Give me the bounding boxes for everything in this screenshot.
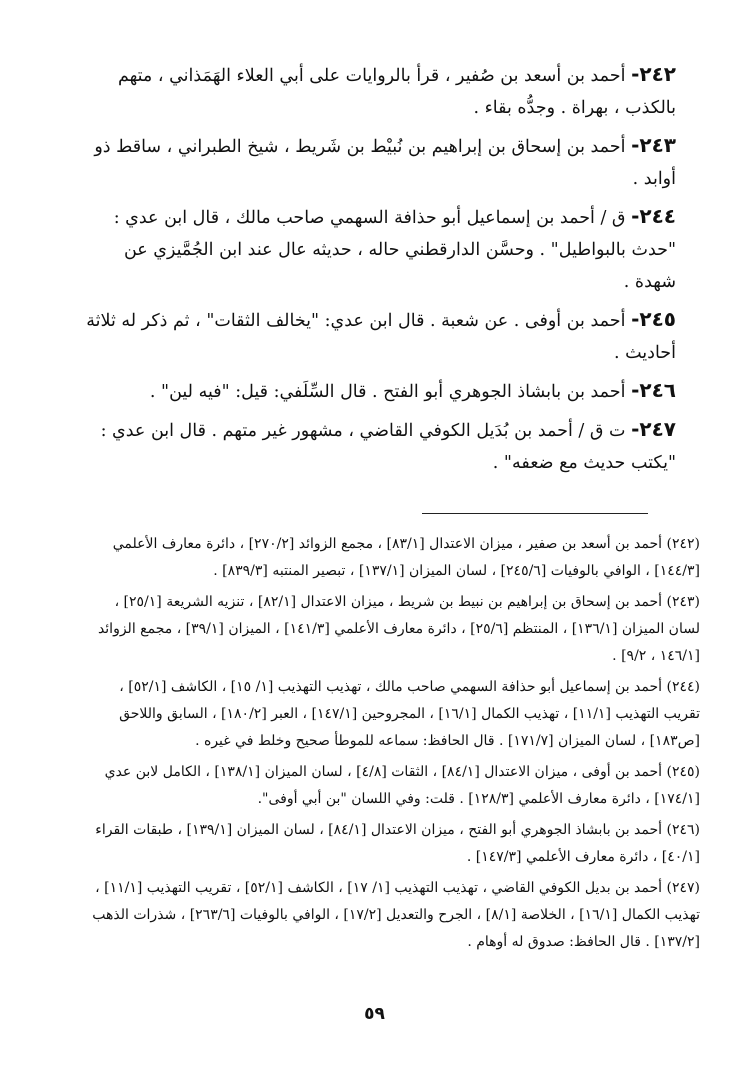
entry-number: ٢٤٦- bbox=[631, 378, 676, 402]
entry-245 bbox=[86, 303, 676, 369]
footnote-number: (٢٤٤) bbox=[666, 679, 700, 695]
footnote-text: أحمد بن إسماعيل أبو حذافة السهمي صاحب مالك ، تهذيب التهذيب [١/ ١٥] ، الكاشف [٥٢/١] ، تقريب التهذيب [١١/١] ، تهذيب الكمال [١٦/١] ، المجروحين [١٤٧/١] ، العبر [١٨٠/٢] ، السابق واللاحق [ص١٨٣] ، لسان الميزان [١٧١/٧] . قال الحافظ: سماعه للموطأ صحيح وخلط في غيره . bbox=[119, 679, 700, 749]
page-number: ٥٩ bbox=[364, 1004, 385, 1024]
entry-number: ٢٤٧- bbox=[631, 417, 676, 441]
footnote-text: أحمد بن بديل الكوفي القاضي ، تهذيب التهذيب [١/ ١٧] ، الكاشف [٥٢/١] ، تقريب التهذيب [١١/١] ، تهذيب الكمال [١٦/١] ، الخلاصة [٨/١] ، الجرح والتعديل [١٧/٢] ، الوافي بالوفيات [٢٦٣/٦] ، شذرات الذهب [١٣٧/٢] . قال الحافظ: صدوق له أوهام . bbox=[92, 880, 700, 950]
entry-text: أحمد بن أوفى . عن شعبة . قال ابن عدي: "يخالف الثقات" ، ثم ذكر له ثلاثة أحاديث . bbox=[86, 311, 676, 363]
footnote-number: (٢٤٦) bbox=[666, 822, 700, 838]
footnote-number: (٢٤٥) bbox=[666, 764, 700, 780]
entry-text: ت ق / أحمد بن بُدَيل الكوفي القاضي ، مشهور غير متهم . قال ابن عدي : "يكتب حديث مع ضعفه" . bbox=[100, 421, 676, 473]
entry-247 bbox=[86, 413, 676, 479]
footnote-text: أحمد بن بابشاذ الجوهري أبو الفتح ، ميزان الاعتدال [٨٤/١] ، لسان الميزان [١٣٩/١] ، طبقات القراء [٤٠/١] ، دائرة معارف الأعلمي [١٤٧/٣] . bbox=[95, 822, 700, 865]
entry-244 bbox=[86, 200, 676, 298]
entry-243 bbox=[86, 129, 676, 195]
footnote-separator bbox=[422, 513, 648, 514]
entry-number: ٢٤٢- bbox=[631, 62, 676, 86]
footnotes bbox=[86, 531, 700, 960]
entry-number: ٢٤٥- bbox=[631, 307, 676, 331]
footnote-number: (٢٤٧) bbox=[666, 880, 700, 896]
entry-number: ٢٤٤- bbox=[631, 204, 676, 228]
footnote-247 bbox=[86, 875, 700, 956]
footnote-number: (٢٤٢) bbox=[666, 536, 700, 552]
entry-number: ٢٤٣- bbox=[631, 133, 676, 157]
entry-text: أحمد بن أسعد بن صُفير ، قرأ بالروايات على أبي العلاء الهَمَذاني ، متهم بالكذب ، بهراة . وجدُّه بقاء . bbox=[117, 66, 676, 118]
footnote-244 bbox=[86, 674, 700, 755]
footnote-number: (٢٤٣) bbox=[666, 594, 700, 610]
entry-text: أحمد بن إسحاق بن إبراهيم بن نُبيْط بن شَريط ، شيخ الطبراني ، ساقط ذو أوابد . bbox=[94, 137, 676, 189]
footnote-text: أحمد بن إسحاق بن إبراهيم بن نبيط بن شريط ، ميزان الاعتدال [٨٢/١] ، تنزيه الشريعة [٢٥/١] ، لسان الميزان [١٣٦/١] ، المنتظم [٢٥/٦] ، دائرة معارف الأعلمي [١٤١/٣] ، الميزان [٣٩/١] ، مجمع الزوائد [١٤٦/١ ، ٩/٢] . bbox=[97, 594, 700, 664]
footnote-text: أحمد بن أسعد بن صفير ، ميزان الاعتدال [٨٣/١] ، مجمع الزوائد [٢٧٠/٢] ، دائرة معارف الأعلمي [١٤٤/٣] ، الوافي بالوفيات [٢٤٥/٦] ، لسان الميزان [١٣٧/١] ، تبصير المنتبه [٨٣٩/٣] . bbox=[112, 536, 700, 579]
footnote-245 bbox=[86, 759, 700, 813]
footnote-243 bbox=[86, 589, 700, 670]
entry-246 bbox=[86, 374, 676, 408]
footnote-246 bbox=[86, 817, 700, 871]
entry-text: أحمد بن بابشاذ الجوهري أبو الفتح . قال السِّلَفي: قيل: "فيه لين" . bbox=[149, 382, 626, 402]
main-text bbox=[86, 58, 676, 479]
footnote-text: أحمد بن أوفى ، ميزان الاعتدال [٨٤/١] ، الثقات [٤/٨] ، لسان الميزان [١٣٨/١] ، الكامل لابن عدي [١٧٤/١] ، دائرة معارف الأعلمي [١٢٨/٣] . قلت: وفي اللسان "بن أبي أوفى". bbox=[104, 764, 700, 807]
entry-text: ق / أحمد بن إسماعيل أبو حذافة السهمي صاحب مالك ، قال ابن عدي : "حدث بالبواطيل" . وحسَّن الدارقطني حاله ، حديثه عال عند ابن الجُمَّيزي عن شهدة . bbox=[113, 208, 676, 292]
entry-242 bbox=[86, 58, 676, 124]
footnote-242 bbox=[86, 531, 700, 585]
